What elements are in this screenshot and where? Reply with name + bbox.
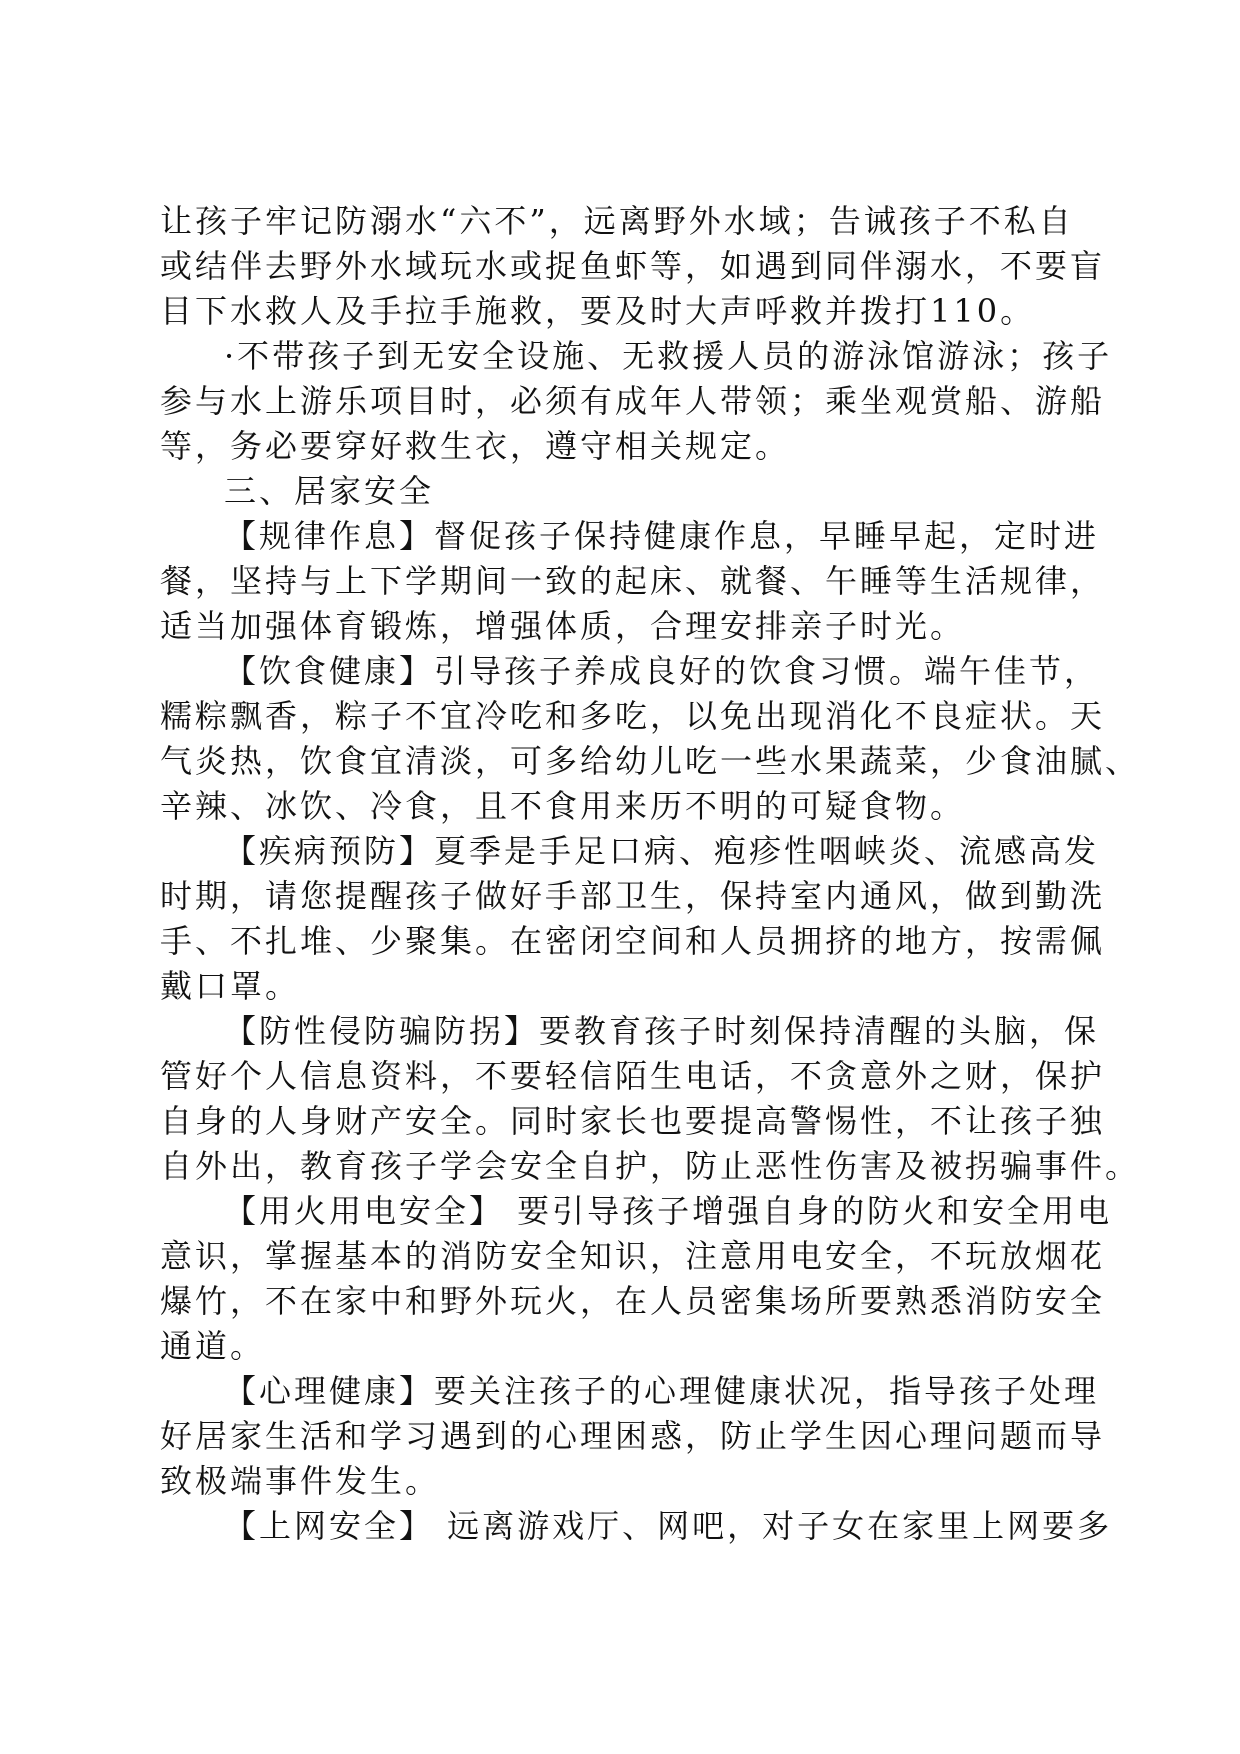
text-line: ·不带孩子到无安全设施、无救援人员的游泳馆游泳；孩子 xyxy=(224,337,1113,375)
document-body xyxy=(160,199,1141,1549)
text-line: 适当加强体育锻炼，增强体质，合理安排亲子时光。 xyxy=(160,607,966,645)
text-line: 好居家生活和学习遇到的心理困惑，防止学生因心理问题而导 xyxy=(160,1417,1106,1455)
text-line: 通道。 xyxy=(160,1327,266,1365)
text-line: 等，务必要穿好救生衣，遵守相关规定。 xyxy=(160,427,791,465)
text-line: 或结伴去野外水域玩水或捉鱼虾等，如遇到同伴溺水，不要盲 xyxy=(160,247,1106,285)
text-line: 自身的人身财产安全。同时家长也要提高警惕性，不让孩子独 xyxy=(160,1102,1106,1140)
text-line: 餐，坚持与上下学期间一致的起床、就餐、午睡等生活规律， xyxy=(160,562,1106,600)
text-line: 手、不扎堆、少聚集。在密闭空间和人员拥挤的地方，按需佩 xyxy=(160,922,1106,960)
text-line: 时期，请您提醒孩子做好手部卫生，保持室内通风，做到勤洗 xyxy=(160,877,1106,915)
text-line: 参与水上游乐项目时，必须有成年人带领；乘坐观赏船、游船 xyxy=(160,382,1106,420)
text-line: 意识，掌握基本的消防安全知识，注意用电安全，不玩放烟花 xyxy=(160,1237,1106,1275)
text-line: 让孩子牢记防溺水“六不”，远离野外水域；告诫孩子不私自 xyxy=(160,202,1074,240)
text-line: 爆竹，不在家中和野外玩火，在人员密集场所要熟悉消防安全 xyxy=(160,1282,1106,1320)
text-line: 辛辣、冰饮、冷食，且不食用来历不明的可疑食物。 xyxy=(160,787,966,825)
text-line: 自外出，教育孩子学会安全自护，防止恶性伤害及被拐骗事件。 xyxy=(160,1147,1141,1185)
text-line: 【用火用电安全】 要引导孩子增强自身的防火和安全用电 xyxy=(224,1192,1113,1230)
text-line: 【防性侵防骗防拐】要教育孩子时刻保持清醒的头脑，保 xyxy=(224,1012,1100,1050)
text-line: 气炎热，饮食宜清淡，可多给幼儿吃一些水果蔬菜，少食油腻、 xyxy=(160,742,1141,780)
text-line: 【疾病预防】夏季是手足口病、疱疹性咽峡炎、流感高发 xyxy=(224,832,1100,870)
text-line: 【饮食健康】引导孩子养成良好的饮食习惯。端午佳节， xyxy=(224,652,1100,690)
text-line: 管好个人信息资料，不要轻信陌生电话，不贪意外之财，保护 xyxy=(160,1057,1106,1095)
section-heading: 三、居家安全 xyxy=(224,472,435,510)
text-line: 【上网安全】 远离游戏厅、网吧，对子女在家里上网要多 xyxy=(224,1507,1113,1545)
text-line: 致极端事件发生。 xyxy=(160,1462,441,1500)
text-line: 目下水救人及手拉手施救，要及时大声呼救并拨打110。 xyxy=(160,292,1036,330)
text-line: 【心理健康】要关注孩子的心理健康状况，指导孩子处理 xyxy=(224,1372,1100,1410)
text-line: 【规律作息】督促孩子保持健康作息，早睡早起，定时进 xyxy=(224,517,1100,555)
text-line: 糯粽飘香，粽子不宜冷吃和多吃，以免出现消化不良症状。天 xyxy=(160,697,1106,735)
text-line: 戴口罩。 xyxy=(160,967,301,1005)
